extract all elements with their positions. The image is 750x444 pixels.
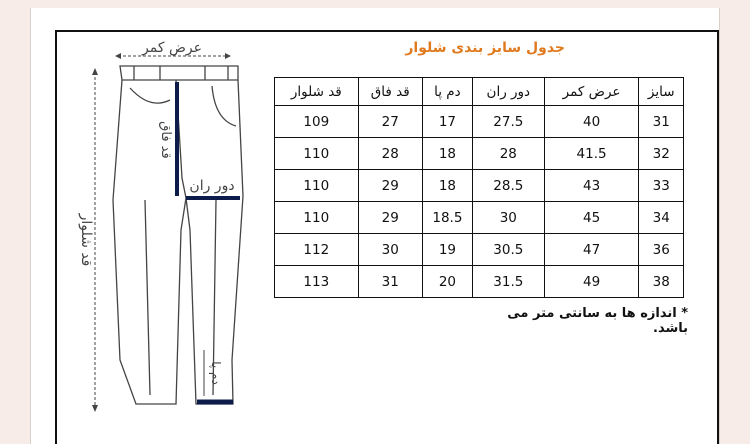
table-cell: 110 [275, 202, 359, 234]
table-cell: 30 [472, 202, 544, 234]
table-cell: 28.5 [472, 170, 544, 202]
table-cell: 110 [275, 170, 359, 202]
length-label: قد شلوار [78, 213, 94, 267]
rise-label: قد فاق [158, 121, 173, 159]
header-hem: دم پا [422, 78, 472, 106]
table-cell: 29 [358, 202, 422, 234]
table-cell: 38 [639, 266, 684, 298]
table-cell: 19 [422, 234, 472, 266]
chart-title: جدول سایز بندی شلوار [405, 40, 565, 56]
table-cell: 49 [544, 266, 639, 298]
table-cell: 47 [544, 234, 639, 266]
hem-label: دم پا [209, 361, 223, 385]
table-cell: 31.5 [472, 266, 544, 298]
table-row [275, 106, 684, 138]
table-cell: 30.5 [472, 234, 544, 266]
header-rise: قد فاق [358, 78, 422, 106]
table-cell: 31 [358, 266, 422, 298]
table-cell: 43 [544, 170, 639, 202]
table-cell: 28 [472, 138, 544, 170]
table-cell: 113 [275, 266, 359, 298]
header-length: قد شلوار [275, 78, 359, 106]
waist-label: عرض کمر [142, 40, 202, 56]
thigh-label: دور ران [189, 178, 235, 194]
table-cell: 112 [275, 234, 359, 266]
table-cell: 30 [358, 234, 422, 266]
table-cell: 18 [422, 170, 472, 202]
table-cell: 18.5 [422, 202, 472, 234]
table-cell: 27.5 [472, 106, 544, 138]
table-row [275, 170, 684, 202]
units-note: * اندازه ها به سانتی متر می باشد. [507, 306, 688, 336]
size-table [274, 77, 684, 298]
table-cell: 27 [358, 106, 422, 138]
table-cell: 18 [422, 138, 472, 170]
table-cell: 45 [544, 202, 639, 234]
pants-diagram [58, 34, 268, 434]
table-cell: 29 [358, 170, 422, 202]
table-row [275, 138, 684, 170]
table-cell: 34 [639, 202, 684, 234]
table-cell: 20 [422, 266, 472, 298]
table-cell: 109 [275, 106, 359, 138]
table-header-row [275, 78, 684, 106]
table-cell: 32 [639, 138, 684, 170]
table-cell: 41.5 [544, 138, 639, 170]
table-cell: 40 [544, 106, 639, 138]
table-cell: 110 [275, 138, 359, 170]
table-cell: 33 [639, 170, 684, 202]
header-thigh: دور ران [472, 78, 544, 106]
table-row [275, 266, 684, 298]
header-size: سایز [639, 78, 684, 106]
header-waist: عرض کمر [544, 78, 639, 106]
table-cell: 31 [639, 106, 684, 138]
table-row [275, 234, 684, 266]
table-cell: 17 [422, 106, 472, 138]
table-cell: 36 [639, 234, 684, 266]
table-row [275, 202, 684, 234]
table-cell: 28 [358, 138, 422, 170]
